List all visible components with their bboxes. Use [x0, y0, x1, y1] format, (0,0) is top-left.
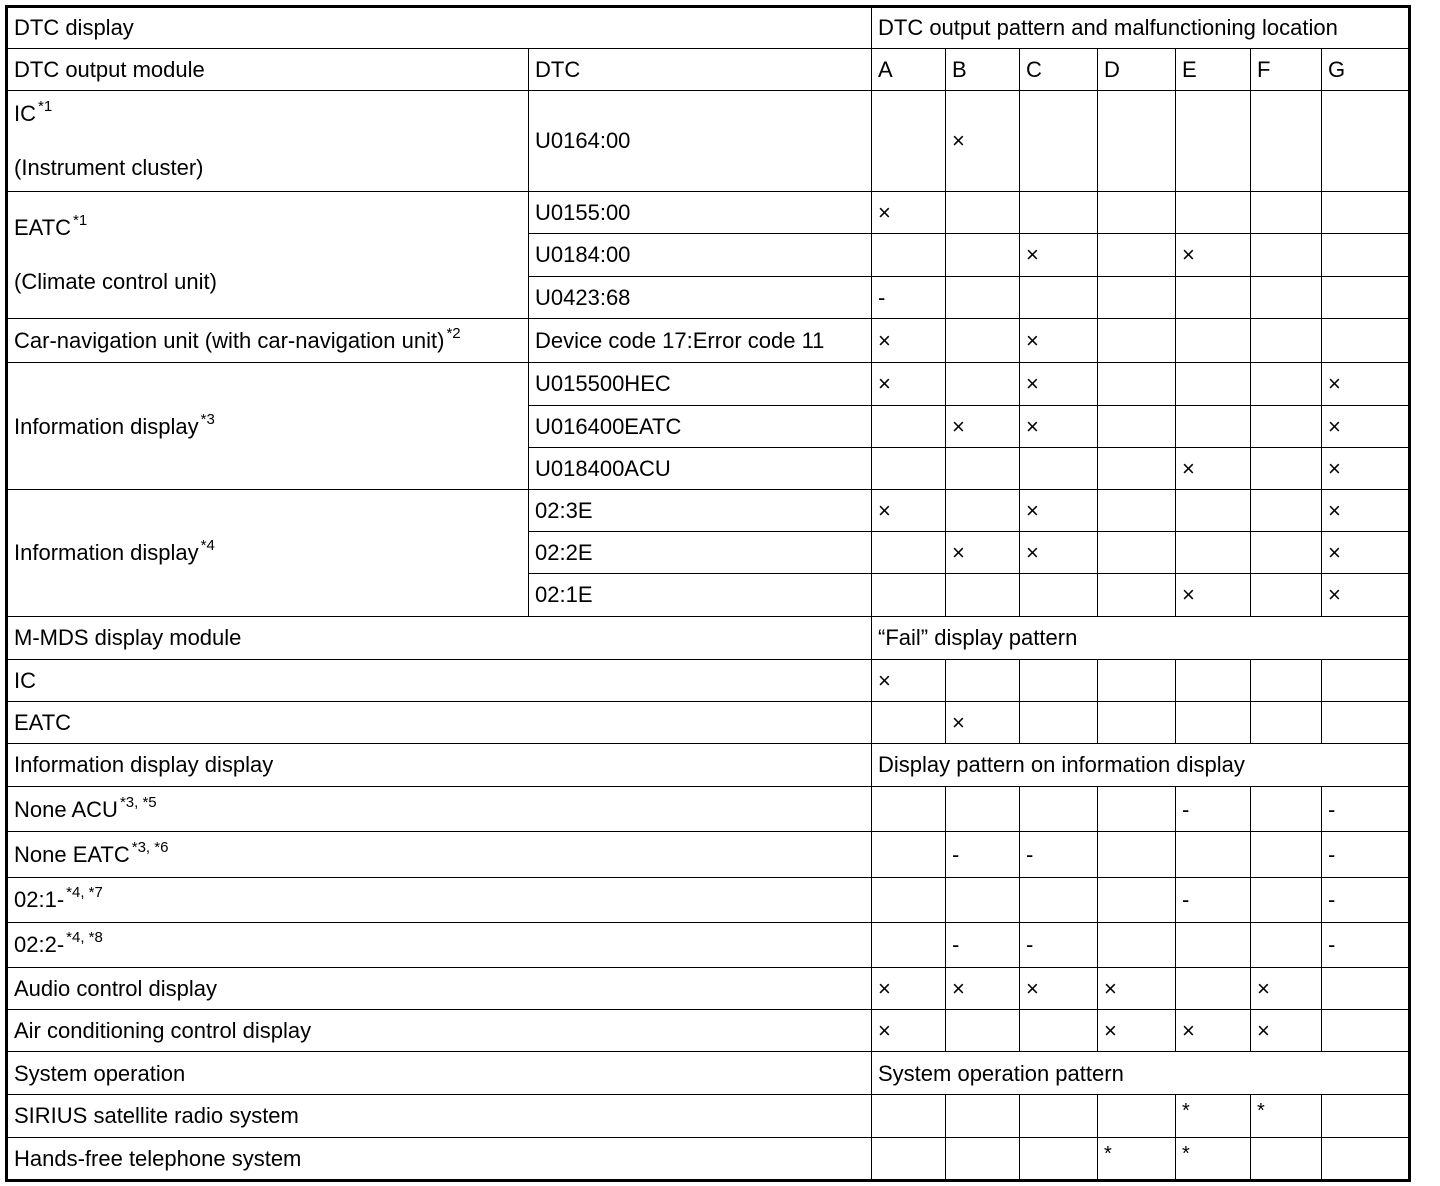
mark-dash: - — [872, 277, 946, 319]
mark-x: × — [872, 967, 946, 1009]
mark-dash: - — [1322, 922, 1410, 967]
header-dtc-output-module: DTC output module — [7, 49, 529, 91]
dtc-code: U0155:00 — [529, 191, 872, 233]
mark-x: × — [1176, 1010, 1251, 1052]
dtc-code: U0423:68 — [529, 277, 872, 319]
mark-dash: - — [1020, 922, 1098, 967]
footnote-ref: *4, *8 — [66, 929, 103, 947]
module-ic-name: IC — [14, 100, 36, 126]
mark-x: × — [1322, 489, 1410, 531]
info-row-label: Audio control display — [7, 967, 872, 1009]
mark-x: × — [1251, 1010, 1322, 1052]
mark-dash: - — [1176, 787, 1251, 832]
footnote-ref: *4, *7 — [66, 884, 103, 901]
dtc-code: 02:1E — [529, 574, 872, 616]
module-info3-name: Information display — [14, 413, 199, 439]
mark-star: * — [1176, 1137, 1251, 1180]
mmds-row-label: IC — [7, 659, 872, 701]
location-c: C — [1020, 49, 1098, 91]
mmds-title: M-MDS display module — [7, 616, 872, 659]
mark-x: × — [1098, 1010, 1176, 1052]
info-row-label: Air conditioning control display — [7, 1010, 872, 1052]
header-dtc-output-pattern: DTC output pattern and malfunctioning location — [872, 7, 1410, 49]
module-eatc-note: *1 — [73, 211, 88, 229]
location-f: F — [1251, 49, 1322, 91]
mark-dash: - — [1020, 832, 1098, 877]
info-pattern-title: Display pattern on information display — [872, 744, 1410, 787]
info-row-label: None EATC $^{*3, *6}$ — [7, 832, 872, 877]
module-info3 — [7, 363, 529, 490]
mark-x: × — [872, 191, 946, 233]
mark-star: * — [1098, 1137, 1176, 1180]
mark-star: * — [1251, 1095, 1322, 1137]
location-g: G — [1322, 49, 1410, 91]
mark-x: × — [1322, 363, 1410, 405]
dtc-code: U016400EATC — [529, 405, 872, 447]
mark-x: × — [1251, 967, 1322, 1009]
mark-x: × — [1020, 489, 1098, 531]
mark-x: × — [1176, 574, 1251, 616]
mark-dash: - — [946, 922, 1020, 967]
mark-x: × — [1020, 532, 1098, 574]
location-a: A — [872, 49, 946, 91]
system-pattern-title: System operation pattern — [872, 1052, 1410, 1095]
dtc-code: 02:2E — [529, 532, 872, 574]
mark-star: * — [1176, 1095, 1251, 1137]
module-info4 — [7, 489, 529, 616]
mark-dash: - — [1322, 877, 1410, 922]
module-ic-note: *1 — [38, 97, 53, 115]
system-title: System operation — [7, 1052, 872, 1095]
mark-x: × — [872, 319, 946, 363]
mark-x: × — [1176, 447, 1251, 489]
module-eatc — [7, 191, 529, 319]
dtc-code: 02:3E — [529, 489, 872, 531]
mark-dash: - — [946, 832, 1020, 877]
module-info3-note: *3 — [200, 410, 215, 428]
module-eatc-sub: (Climate control unit) — [14, 269, 217, 295]
mark-x: × — [872, 659, 946, 701]
location-d: D — [1098, 49, 1176, 91]
module-ic — [7, 91, 529, 191]
info-title: Information display display — [7, 744, 872, 787]
dtc-code: U018400ACU — [529, 447, 872, 489]
footnote-ref: *3, *6 — [131, 838, 169, 856]
mark-x: × — [1020, 967, 1098, 1009]
system-row-label: SIRIUS satellite radio system — [7, 1095, 872, 1137]
module-eatc-name: EATC — [14, 214, 72, 240]
mark-x: × — [1176, 233, 1251, 276]
dtc-code: Device code 17:Error code 11 — [529, 319, 872, 363]
mark-x: × — [1322, 447, 1410, 489]
mmds-pattern-title: “Fail” display pattern — [872, 616, 1410, 659]
module-info4-note: *4 — [200, 537, 215, 555]
mark-x: × — [1322, 574, 1410, 616]
mark-x: × — [1020, 319, 1098, 363]
header-dtc-display: DTC display — [7, 7, 872, 49]
module-info4-name: Information display — [14, 540, 199, 566]
mark-x: × — [1020, 405, 1098, 447]
module-ic-sub: (Instrument cluster) — [14, 155, 204, 181]
info-row-label: None ACU $^{*3, *5}$ — [7, 787, 872, 832]
dtc-code: U015500HEC — [529, 363, 872, 405]
mark-x: × — [1098, 967, 1176, 1009]
dtc-table — [5, 5, 1411, 1182]
mark-dash: - — [1176, 877, 1251, 922]
mark-x: × — [1020, 233, 1098, 276]
mark-x: × — [946, 91, 1020, 191]
mark-x: × — [946, 405, 1020, 447]
module-carnav-name: Car-navigation unit (with car-navigation unit) — [14, 328, 445, 354]
cell-a — [872, 91, 946, 191]
info-row-label: 02:1- $^{*4, *7}$ — [7, 877, 872, 922]
mark-dash: - — [1322, 832, 1410, 877]
mark-x: × — [946, 701, 1020, 743]
dtc-code: U0164:00 — [529, 91, 872, 191]
mark-x: × — [1322, 532, 1410, 574]
mmds-row-label: EATC — [7, 701, 872, 743]
module-carnav-note: *2 — [446, 325, 461, 343]
header-dtc: DTC — [529, 49, 872, 91]
info-row-label: 02:2- $^{*4, *8}$ — [7, 922, 872, 967]
mark-x: × — [946, 967, 1020, 1009]
dtc-code: U0184:00 — [529, 233, 872, 276]
mark-x: × — [1322, 405, 1410, 447]
mark-x: × — [1020, 363, 1098, 405]
location-e: E — [1176, 49, 1251, 91]
mark-x: × — [872, 363, 946, 405]
footnote-ref: *3, *5 — [119, 793, 157, 811]
system-row-label: Hands-free telephone system — [7, 1137, 872, 1180]
mark-x: × — [946, 532, 1020, 574]
module-carnav — [7, 319, 529, 363]
mark-x: × — [872, 1010, 946, 1052]
mark-dash: - — [1322, 787, 1410, 832]
location-b: B — [946, 49, 1020, 91]
mark-x: × — [872, 489, 946, 531]
